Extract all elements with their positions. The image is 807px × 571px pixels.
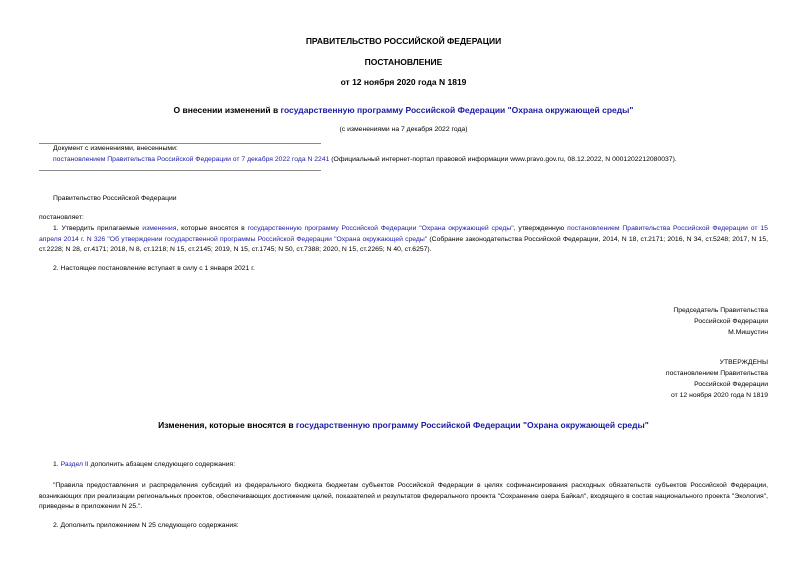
p1-text-a: 1. Утвердить прилагаемые (53, 225, 143, 232)
amending-decree-source: (Официальный интернет-портал правовой информации www.pravo.gov.ru, 08.12.2022, N 0001202212080037). (329, 156, 677, 163)
paragraph-2: 2. Настоящее постановление вступает в силу с 1 января 2021 г. (53, 265, 255, 272)
p1-text-d: (Собрание законодательства Российской Федерации, 2014, N 18, ст.2171; 2016, N 34, ст.5248; 2017, N 15, ст.2228; N 28, ст.4171; 2018, N 8, ст.1218; N 15, ст.2145; 2019, N 15, ст.1745; N 50, ст.7388; 2020, N 15, ст.2265; N 40, ст.6257). (39, 235, 768, 254)
decides: постановляет: (39, 214, 84, 221)
item1-prefix: 1. (53, 461, 61, 468)
changes-title (0, 419, 807, 431)
document-title (0, 104, 807, 116)
edition-note: (с изменениями на 7 декабря 2022 года) (339, 126, 468, 133)
change-item-2: 2. Дополнить приложением N 25 следующего содержания: (53, 522, 239, 529)
approved-heading: УТВЕРЖДЕНЫ (719, 359, 768, 366)
p1-text-b: , которые вносятся в (176, 225, 248, 232)
changes-program-link[interactable]: государственную программу Российской Федерации "Охрана окружающей среды" (295, 420, 649, 430)
document-date-number: от 12 ноября 2020 года N 1819 (340, 77, 467, 87)
approved-line-2: постановлением Правительства (665, 370, 768, 377)
amending-decree-link[interactable]: постановлением Правительства Российской Федерации от 7 декабря 2022 года N 2241 (53, 156, 330, 163)
signature-title-1: Председатель Правительства (673, 307, 768, 314)
changes-title-prefix: Изменения, которые вносятся в (158, 420, 296, 430)
changes-link[interactable]: изменения (142, 225, 177, 232)
approved-line-4: от 12 ноября 2020 года N 1819 (671, 392, 768, 399)
decree-326-link[interactable]: постановлением Правительства Российской Федерации от 15 апреля 2014 г. N 326 "Об утверждении государственной программы Российской Федерации "Охрана окружающей среды" (39, 225, 768, 243)
document-type: ПОСТАНОВЛЕНИЕ (364, 57, 443, 67)
approved-line-3: Российской Федерации (694, 381, 768, 388)
item1-text: дополнить абзацем следующего содержания: (88, 461, 236, 468)
government-heading: ПРАВИТЕЛЬСТВО РОССИЙСКОЙ ФЕДЕРАЦИИ (305, 36, 502, 46)
program-link[interactable]: государственную программу Российской Федерации "Охрана окружающей среды" (280, 105, 634, 115)
changes-box-entry (53, 155, 677, 166)
program-link-inline[interactable]: государственную программу Российской Федерации "Охрана окружающей среды" (247, 225, 514, 232)
change-item-1-quote: "Правила предоставления и распределения субсидий из федерального бюджета бюджетам субъектов Российской Федерации в целях софинансирования расходных обязательств субъектов Российской Федерации, возникающих при реализации региональных проектов, обеспечивающих достижение целей, показателей и результатов федерального проекта "Сохранение озера Байкал", входящего в состав национального проекта "Экология", приведены в приложении N 25.". (39, 482, 768, 511)
document-title-prefix: О внесении изменений в (173, 105, 281, 115)
signature-title-2: Российской Федерации (694, 318, 768, 325)
signature-name: М.Мишустин (728, 329, 768, 336)
section-ii-link[interactable]: Раздел II (60, 461, 89, 468)
issuer: Правительство Российской Федерации (53, 195, 177, 202)
p1-text-c: , утвержденную (513, 225, 568, 232)
paragraph-1 (39, 224, 768, 256)
changes-box-label: Документ с изменениями, внесенными: (53, 145, 178, 152)
changes-box-bottom-rule (39, 170, 321, 171)
change-item-1 (53, 460, 235, 471)
